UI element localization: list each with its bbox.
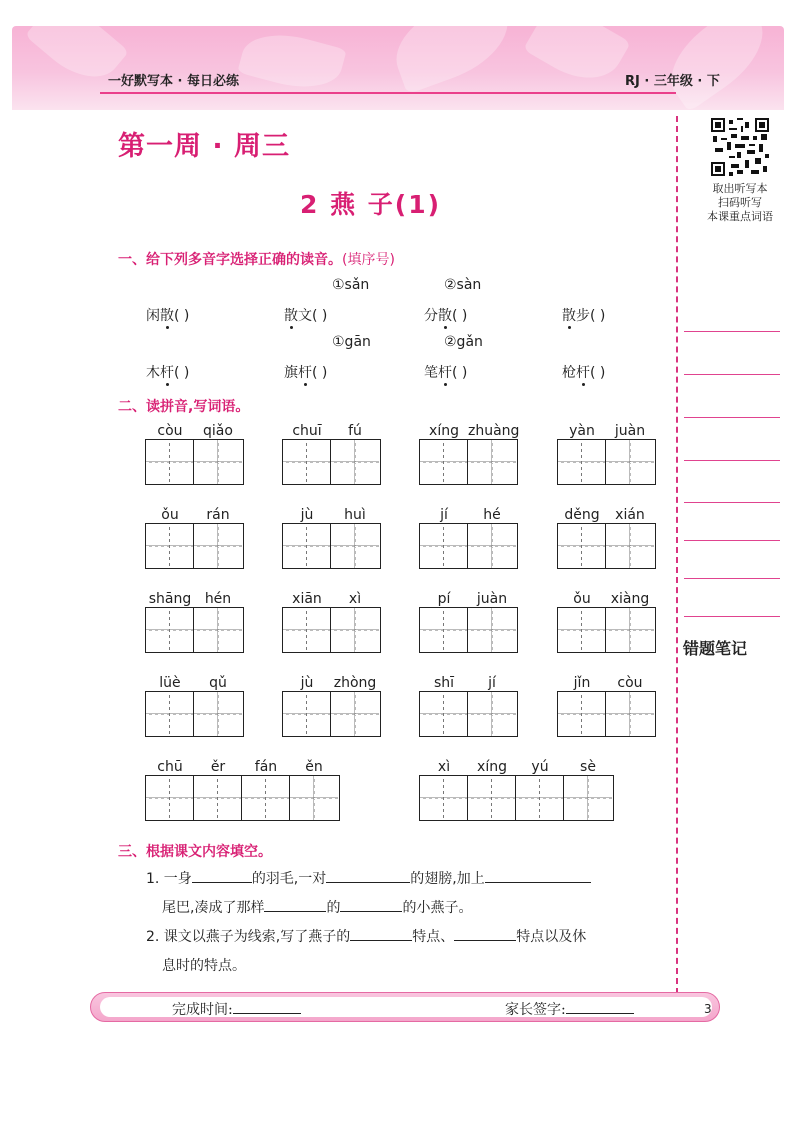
writing-cell[interactable]: [283, 692, 331, 736]
pinyin-syllable: ǒu: [161, 507, 179, 523]
fill-question-2-line-2: 息时的特点。: [162, 958, 246, 974]
error-notes-label: 错题笔记: [683, 639, 748, 658]
pinyin-syllable: zhuàng: [468, 423, 520, 439]
pinyin-syllable: hén: [204, 591, 232, 607]
week-title: 第一周 · 周三: [118, 131, 291, 162]
writing-cell[interactable]: [194, 608, 242, 652]
page-header-banner: [12, 26, 784, 110]
polyphone-item[interactable]: 笔杆( ): [424, 365, 468, 381]
tianzige-grid[interactable]: [282, 607, 381, 653]
pinyin-syllable: juàn: [614, 423, 646, 439]
writing-cell[interactable]: [331, 608, 379, 652]
pinyin-syllable: shāng: [148, 591, 192, 607]
qr-caption-line: 本课重点词语: [707, 210, 773, 223]
pinyin-syllable: xíng: [429, 423, 459, 439]
tianzige-grid[interactable]: [419, 439, 518, 485]
writing-cell[interactable]: [606, 524, 654, 568]
pinyin-syllable: lüè: [159, 675, 181, 691]
pinyin-syllable: qǔ: [209, 675, 227, 691]
parent-signature-field[interactable]: 家长签字:: [505, 999, 634, 1019]
writing-cell[interactable]: [420, 692, 468, 736]
pinyin-syllable: xián: [615, 507, 645, 523]
writing-cell[interactable]: [558, 692, 606, 736]
note-line: [684, 540, 780, 541]
writing-cell[interactable]: [146, 524, 194, 568]
pinyin-option: ②sàn: [444, 277, 482, 293]
answer-blank[interactable]: [340, 897, 402, 912]
answer-blank[interactable]: [264, 897, 326, 912]
pinyin-syllable: xiān: [292, 591, 322, 607]
pinyin-option: ①gān: [332, 334, 371, 350]
tianzige-grid[interactable]: [557, 607, 656, 653]
writing-cell[interactable]: [283, 524, 331, 568]
pinyin-syllable: chuī: [292, 423, 322, 439]
petal-decoration: [523, 26, 631, 94]
note-line: [684, 616, 780, 617]
tianzige-grid[interactable]: [145, 607, 244, 653]
writing-cell[interactable]: [468, 440, 516, 484]
writing-cell[interactable]: [558, 524, 606, 568]
section-1-hint: (填序号): [342, 252, 395, 268]
writing-cell[interactable]: [331, 524, 379, 568]
petal-decoration: [237, 26, 347, 98]
writing-cell[interactable]: [468, 524, 516, 568]
writing-cell[interactable]: [420, 524, 468, 568]
qr-code-icon[interactable]: [711, 118, 769, 176]
pinyin-syllable: chū: [157, 759, 183, 775]
qr-caption-line: 扫码听写: [718, 196, 762, 209]
tianzige-grid[interactable]: [557, 523, 656, 569]
pinyin-syllable: ǒu: [573, 591, 591, 607]
answer-blank[interactable]: [350, 926, 412, 941]
writing-cell[interactable]: [331, 440, 379, 484]
answer-blank[interactable]: [485, 868, 591, 883]
pinyin-syllable: shī: [433, 675, 455, 691]
answer-blank[interactable]: [192, 868, 252, 883]
pinyin-syllable: ěn: [305, 759, 323, 775]
writing-cell[interactable]: [146, 440, 194, 484]
note-line: [684, 578, 780, 579]
polyphone-item[interactable]: 木杆( ): [146, 365, 190, 381]
tianzige-grid[interactable]: [419, 691, 518, 737]
pinyin-syllable: xíng: [477, 759, 507, 775]
note-line: [684, 417, 780, 418]
note-line: [684, 502, 780, 503]
writing-cell[interactable]: [283, 608, 331, 652]
writing-cell[interactable]: [194, 524, 242, 568]
tianzige-grid[interactable]: [557, 691, 656, 737]
section-1-heading: 一、给下列多音字选择正确的读音。: [118, 252, 342, 268]
writing-cell[interactable]: [558, 608, 606, 652]
tianzige-grid[interactable]: [419, 523, 518, 569]
pinyin-syllable: juàn: [476, 591, 508, 607]
pinyin-syllable: yàn: [569, 423, 595, 439]
writing-cell[interactable]: [194, 440, 242, 484]
writing-cell[interactable]: [146, 776, 194, 820]
writing-cell[interactable]: [420, 608, 468, 652]
pinyin-syllable: ěr: [210, 759, 226, 775]
tianzige-grid[interactable]: [282, 691, 381, 737]
writing-cell[interactable]: [558, 440, 606, 484]
header-divider: [100, 92, 676, 94]
pinyin-syllable: còu: [617, 675, 643, 691]
tianzige-grid[interactable]: [145, 775, 340, 821]
tianzige-grid[interactable]: [145, 439, 244, 485]
writing-cell[interactable]: [242, 776, 290, 820]
column-divider: [676, 116, 678, 994]
pinyin-syllable: xì: [348, 591, 362, 607]
note-line: [684, 331, 780, 332]
writing-cell[interactable]: [194, 776, 242, 820]
tianzige-grid[interactable]: [282, 523, 381, 569]
pinyin-syllable: fú: [348, 423, 362, 439]
writing-cell[interactable]: [606, 692, 654, 736]
pinyin-syllable: fán: [254, 759, 278, 775]
writing-cell[interactable]: [468, 608, 516, 652]
fill-question-1-line-2: 尾巴,凑成了那样 的 的小燕子。: [162, 897, 472, 917]
writing-cell[interactable]: [146, 692, 194, 736]
writing-cell[interactable]: [468, 692, 516, 736]
polyphone-item[interactable]: 闲散( ): [146, 308, 190, 324]
polyphone-item[interactable]: 散文( ): [284, 308, 328, 324]
writing-cell[interactable]: [290, 776, 338, 820]
tianzige-grid[interactable]: [145, 523, 244, 569]
tianzige-grid[interactable]: [282, 439, 381, 485]
polyphone-item[interactable]: 分散( ): [424, 308, 468, 324]
pinyin-syllable: zhòng: [333, 675, 377, 691]
writing-cell[interactable]: [420, 776, 468, 820]
pinyin-syllable: huì: [344, 507, 366, 523]
pinyin-syllable: jù: [300, 675, 314, 691]
header-grade-label: RJ · 三年级 · 下: [625, 74, 720, 89]
pinyin-option: ②gǎn: [444, 334, 483, 350]
answer-blank[interactable]: [233, 999, 301, 1014]
note-line: [684, 374, 780, 375]
section-2-title: 二、读拼音,写词语。: [118, 399, 250, 415]
header-series-title: 一好默写本 · 每日必练: [108, 74, 239, 89]
polyphone-item[interactable]: 枪杆( ): [562, 365, 606, 381]
pinyin-syllable: hé: [483, 507, 501, 523]
pinyin-option: ①sǎn: [332, 277, 370, 293]
section-1-title: [118, 249, 395, 269]
tianzige-grid[interactable]: [419, 775, 614, 821]
writing-cell[interactable]: [331, 692, 379, 736]
pinyin-syllable: sè: [580, 759, 596, 775]
pinyin-syllable: yú: [531, 759, 549, 775]
tianzige-grid[interactable]: [419, 607, 518, 653]
fill-question-1-line-1: 1. 一身 的羽毛,一对 的翅膀,加上: [146, 868, 591, 888]
writing-cell[interactable]: [283, 440, 331, 484]
tianzige-grid[interactable]: [557, 439, 656, 485]
pinyin-syllable: qiǎo: [203, 423, 233, 439]
polyphone-item[interactable]: 旗杆( ): [284, 365, 328, 381]
writing-cell[interactable]: [468, 776, 516, 820]
writing-cell[interactable]: [146, 608, 194, 652]
note-line: [684, 460, 780, 461]
writing-cell[interactable]: [194, 692, 242, 736]
petal-decoration: [655, 26, 780, 110]
lesson-title: 2 燕 子(1): [300, 190, 442, 219]
answer-blank[interactable]: [566, 999, 634, 1014]
qr-caption-line: 取出听写本: [712, 182, 768, 195]
pinyin-syllable: děng: [564, 507, 600, 523]
pinyin-syllable: xì: [437, 759, 451, 775]
petal-decoration: [384, 26, 521, 94]
pinyin-syllable: rán: [206, 507, 230, 523]
pinyin-syllable: còu: [157, 423, 183, 439]
page-number: 3: [704, 1002, 712, 1016]
pinyin-syllable: jù: [300, 507, 314, 523]
completion-time-field[interactable]: 完成时间:: [172, 999, 301, 1019]
pinyin-syllable: jǐn: [573, 675, 591, 691]
writing-cell[interactable]: [606, 608, 654, 652]
pinyin-syllable: jí: [440, 507, 448, 523]
writing-cell[interactable]: [564, 776, 612, 820]
section-3-title: 三、根据课文内容填空。: [118, 844, 272, 860]
answer-blank[interactable]: [454, 926, 516, 941]
answer-blank[interactable]: [326, 868, 410, 883]
fill-question-2-line-1: 2. 课文以燕子为线索,写了燕子的 特点、 特点以及休: [146, 926, 586, 946]
writing-cell[interactable]: [516, 776, 564, 820]
tianzige-grid[interactable]: [145, 691, 244, 737]
writing-cell[interactable]: [606, 440, 654, 484]
pinyin-syllable: pí: [437, 591, 451, 607]
polyphone-item[interactable]: 散步( ): [562, 308, 606, 324]
writing-cell[interactable]: [420, 440, 468, 484]
pinyin-syllable: xiàng: [610, 591, 650, 607]
pinyin-syllable: jí: [488, 675, 496, 691]
